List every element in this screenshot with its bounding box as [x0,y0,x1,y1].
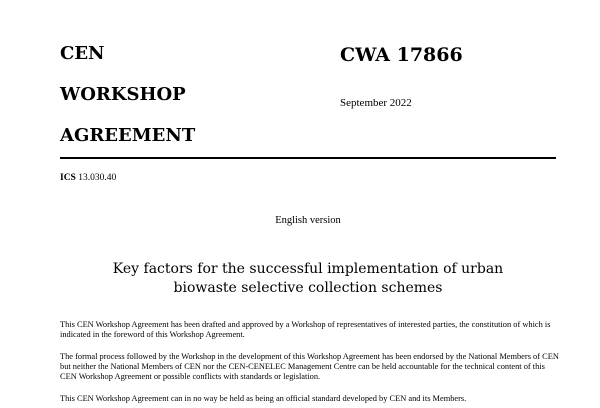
ics-label: ICS [60,173,76,183]
heading-line-cen: CEN [60,43,105,64]
title-line-1: Key factors for the successful implementation of urban [112,261,504,277]
ics-code [60,173,116,183]
ics-value: 13.030.40 [78,173,117,183]
document-number: CWA 17866 [340,44,463,66]
paragraph-status-notice: This CEN Workshop Agreement can in no way be held as being an official standard developed by CEN and its Members. [60,394,467,403]
publication-date: September 2022 [340,97,412,109]
document-title [80,260,536,298]
paragraph-endorsement-notice: The formal process followed by the Workshop in the development of this Workshop Agreement has been endorsed by the National Members of CEN but neither the National Members of CEN nor the CEN-CENELEC Management Centre can be held accountable for the technical content of this CEN Workshop Agreement or possible conflicts with standards or legislation. [60,352,559,381]
header-divider [60,157,556,159]
paragraph-drafting-notice: This CEN Workshop Agreement has been drafted and approved by a Workshop of representatives of interested parties, the constitution of which is indicated in the foreword of this Workshop Agreement. [60,320,551,339]
heading-line-agreement: AGREEMENT [60,125,196,146]
heading-line-workshop: WORKSHOP [60,84,186,105]
agreement-heading [60,33,195,156]
language-version: English version [275,215,341,226]
title-line-2: biowaste selective collection schemes [173,280,443,296]
